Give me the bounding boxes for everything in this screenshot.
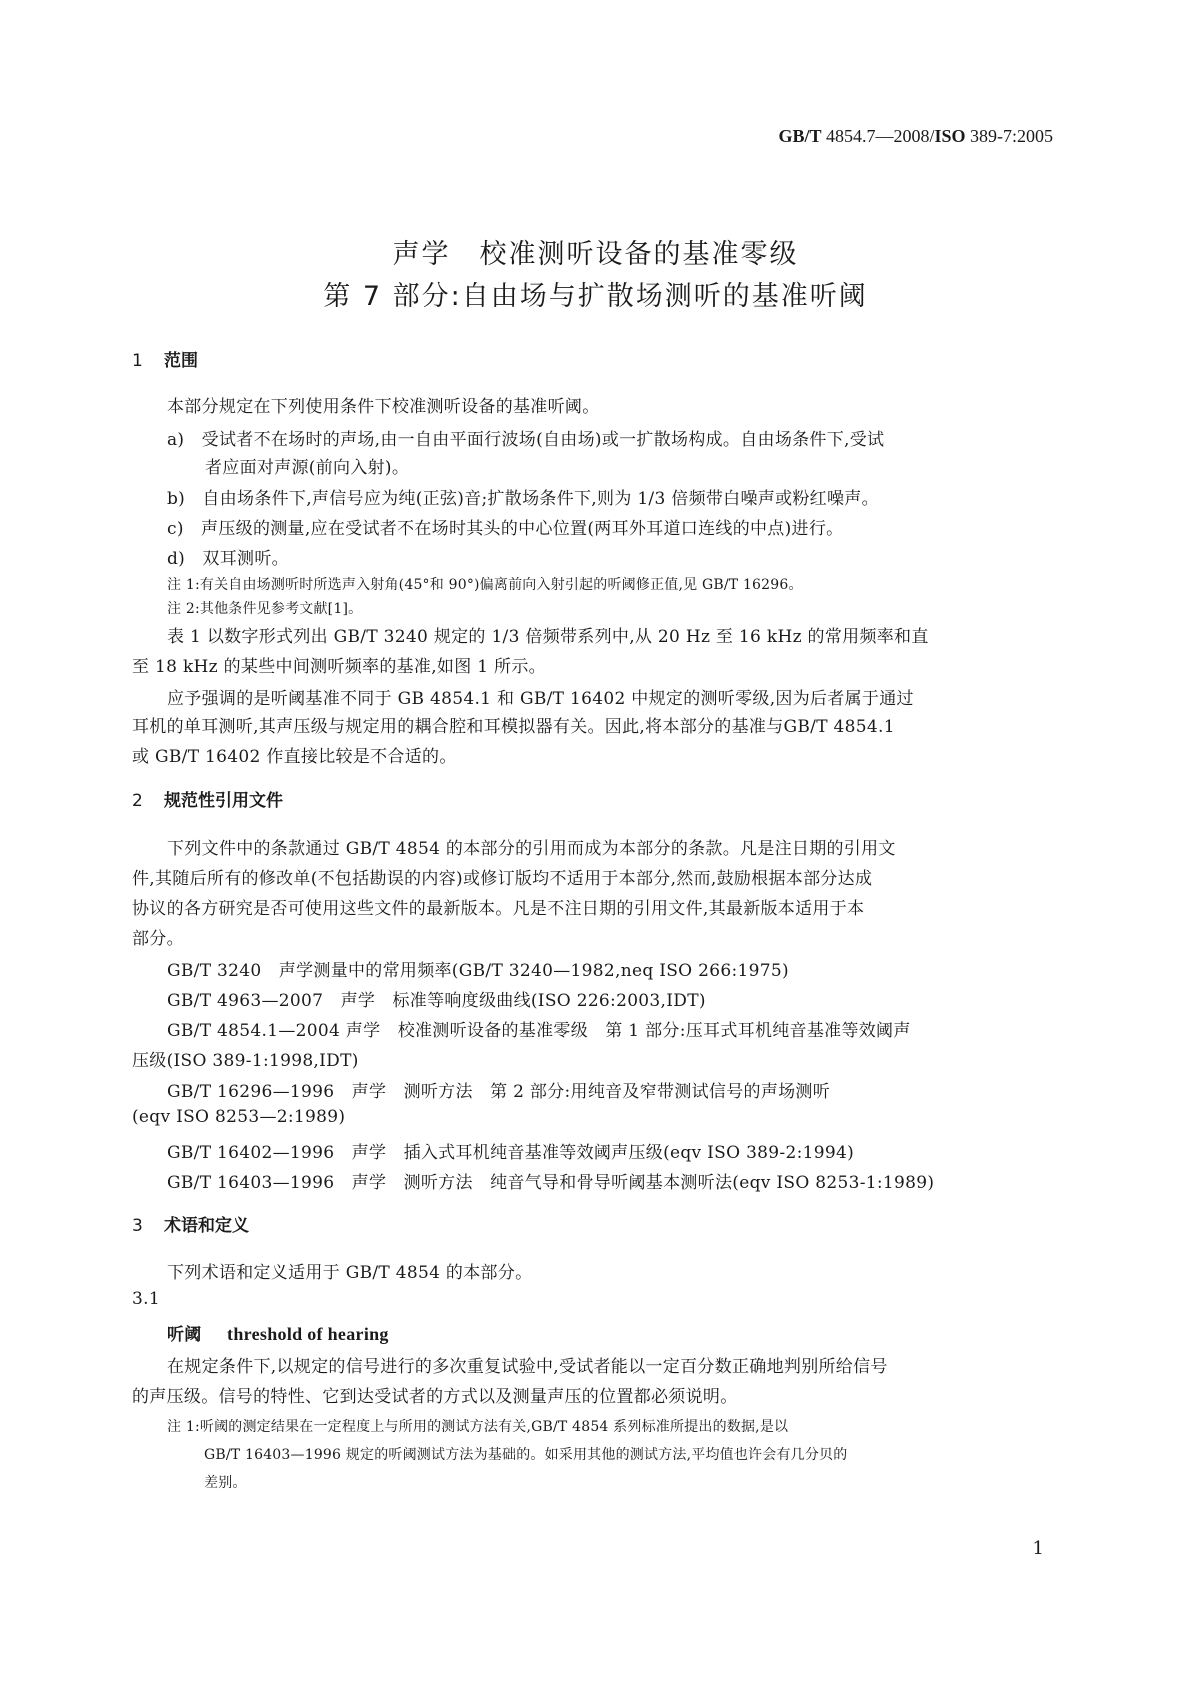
term-chinese: 听阈 <box>167 1325 202 1345</box>
list-item-a: a) 受试者不在场时的声场,由一自由平面行波场(自由场)或一扩散场构成。自由场条件下,受试 <box>167 430 885 450</box>
note-cont: 差别。 <box>204 1475 247 1491</box>
paragraph: 下列术语和定义适用于 GB/T 4854 的本部分。 <box>167 1263 533 1283</box>
reference-item: GB/T 4963—2007 声学 标准等响度级曲线(ISO 226:2003,IDT) <box>167 991 706 1011</box>
code-iso: ISO <box>934 126 966 146</box>
section-number: 1 <box>132 351 143 371</box>
term-entry <box>167 1320 389 1345</box>
section-title: 规范性引用文件 <box>164 791 283 811</box>
reference-item: GB/T 16402—1996 声学 插入式耳机纯音基准等效阈声压级(eqv ISO 389-2:1994) <box>167 1143 855 1163</box>
list-item-c: c) 声压级的测量,应在受试者不在场时其头的中心位置(两耳外耳道口连线的中点)进行。 <box>167 519 844 539</box>
list-item-a-cont: 者应面对声源(前向入射)。 <box>205 458 410 478</box>
note: 注 1:有关自由场测听时所选声入射角(45°和 90°)偏离前向入射引起的听阈修正值,见 GB/T 16296。 <box>167 577 803 593</box>
section-2-heading <box>132 786 283 811</box>
code-number: 4854.7—2008/ <box>821 126 935 146</box>
list-item-b: b) 自由场条件下,声信号应为纯(正弦)音;扩散场条件下,则为 1/3 倍频带白噪声或粉红噪声。 <box>167 489 879 509</box>
definition: 在规定条件下,以规定的信号进行的多次重复试验中,受试者能以一定百分数正确地判别所给信号 <box>167 1357 888 1377</box>
paragraph: 表 1 以数字形式列出 GB/T 3240 规定的 1/3 倍频带系列中,从 20 Hz 至 16 kHz 的常用频率和直 <box>167 627 929 647</box>
code-iso-number: 389-7:2005 <box>965 126 1053 146</box>
section-number: 2 <box>132 791 143 811</box>
paragraph-cont: 耳机的单耳测听,其声压级与规定用的耦合腔和耳模拟器有关。因此,将本部分的基准与GB/T 4854.1 <box>132 717 895 737</box>
section-1-heading <box>132 346 198 371</box>
section-3-heading <box>132 1211 249 1236</box>
paragraph: 下列文件中的条款通过 GB/T 4854 的本部分的引用而成为本部分的条款。凡是注日期的引用文 <box>167 839 896 859</box>
paragraph: 应予强调的是听阈基准不同于 GB 4854.1 和 GB/T 16402 中规定的测听零级,因为后者属于通过 <box>167 689 914 709</box>
paragraph-cont: 件,其随后所有的修改单(不包括勘误的内容)或修订版均不适用于本部分,然而,鼓励根据本部分达成 <box>132 869 873 889</box>
code-prefix: GB/T <box>778 126 822 146</box>
reference-item-cont: 压级(ISO 389-1:1998,IDT) <box>132 1051 359 1071</box>
paragraph-cont: 至 18 kHz 的某些中间测听频率的基准,如图 1 所示。 <box>132 657 546 677</box>
section-number: 3 <box>132 1216 143 1236</box>
reference-item: GB/T 4854.1—2004 声学 校准测听设备的基准零级 第 1 部分:压耳式耳机纯音基准等效阈声 <box>167 1021 911 1041</box>
reference-item: GB/T 16403—1996 声学 测听方法 纯音气导和骨导听阈基本测听法(eqv ISO 8253-1:1989) <box>167 1173 935 1193</box>
paragraph-cont: 或 GB/T 16402 作直接比较是不合适的。 <box>132 747 457 767</box>
title-line-2: 第 7 部分:自由场与扩散场测听的基准听阈 <box>323 281 868 312</box>
standard-code <box>778 126 1053 147</box>
reference-item: GB/T 16296—1996 声学 测听方法 第 2 部分:用纯音及窄带测试信号的声场测听 <box>167 1082 831 1102</box>
definition-cont: 的声压级。信号的特性、它到达受试者的方式以及测量声压的位置都必须说明。 <box>132 1387 738 1407</box>
title-line-1: 声学 校准测听设备的基准零级 <box>392 239 799 270</box>
list-item-d: d) 双耳测听。 <box>167 549 289 569</box>
subsection-number: 3.1 <box>132 1289 160 1309</box>
section-title: 范围 <box>164 351 198 371</box>
paragraph-cont: 部分。 <box>132 929 184 949</box>
term-english: threshold of hearing <box>227 1324 389 1344</box>
note: 注 1:听阈的测定结果在一定程度上与所用的测试方法有关,GB/T 4854 系列标准所提出的数据,是以 <box>167 1419 789 1435</box>
note-cont: GB/T 16403—1996 规定的听阈测试方法为基础的。如采用其他的测试方法,平均值也许会有几分贝的 <box>204 1447 848 1463</box>
page-number: 1 <box>1032 1538 1044 1559</box>
paragraph-cont: 协议的各方研究是否可使用这些文件的最新版本。凡是不注日期的引用文件,其最新版本适用于本 <box>132 899 865 919</box>
reference-item-cont: (eqv ISO 8253—2:1989) <box>132 1107 346 1127</box>
note: 注 2:其他条件见参考文献[1]。 <box>167 601 363 617</box>
paragraph: 本部分规定在下列使用条件下校准测听设备的基准听阈。 <box>167 397 600 417</box>
section-title: 术语和定义 <box>164 1216 249 1236</box>
reference-item: GB/T 3240 声学测量中的常用频率(GB/T 3240—1982,neq ISO 266:1975) <box>167 961 789 981</box>
